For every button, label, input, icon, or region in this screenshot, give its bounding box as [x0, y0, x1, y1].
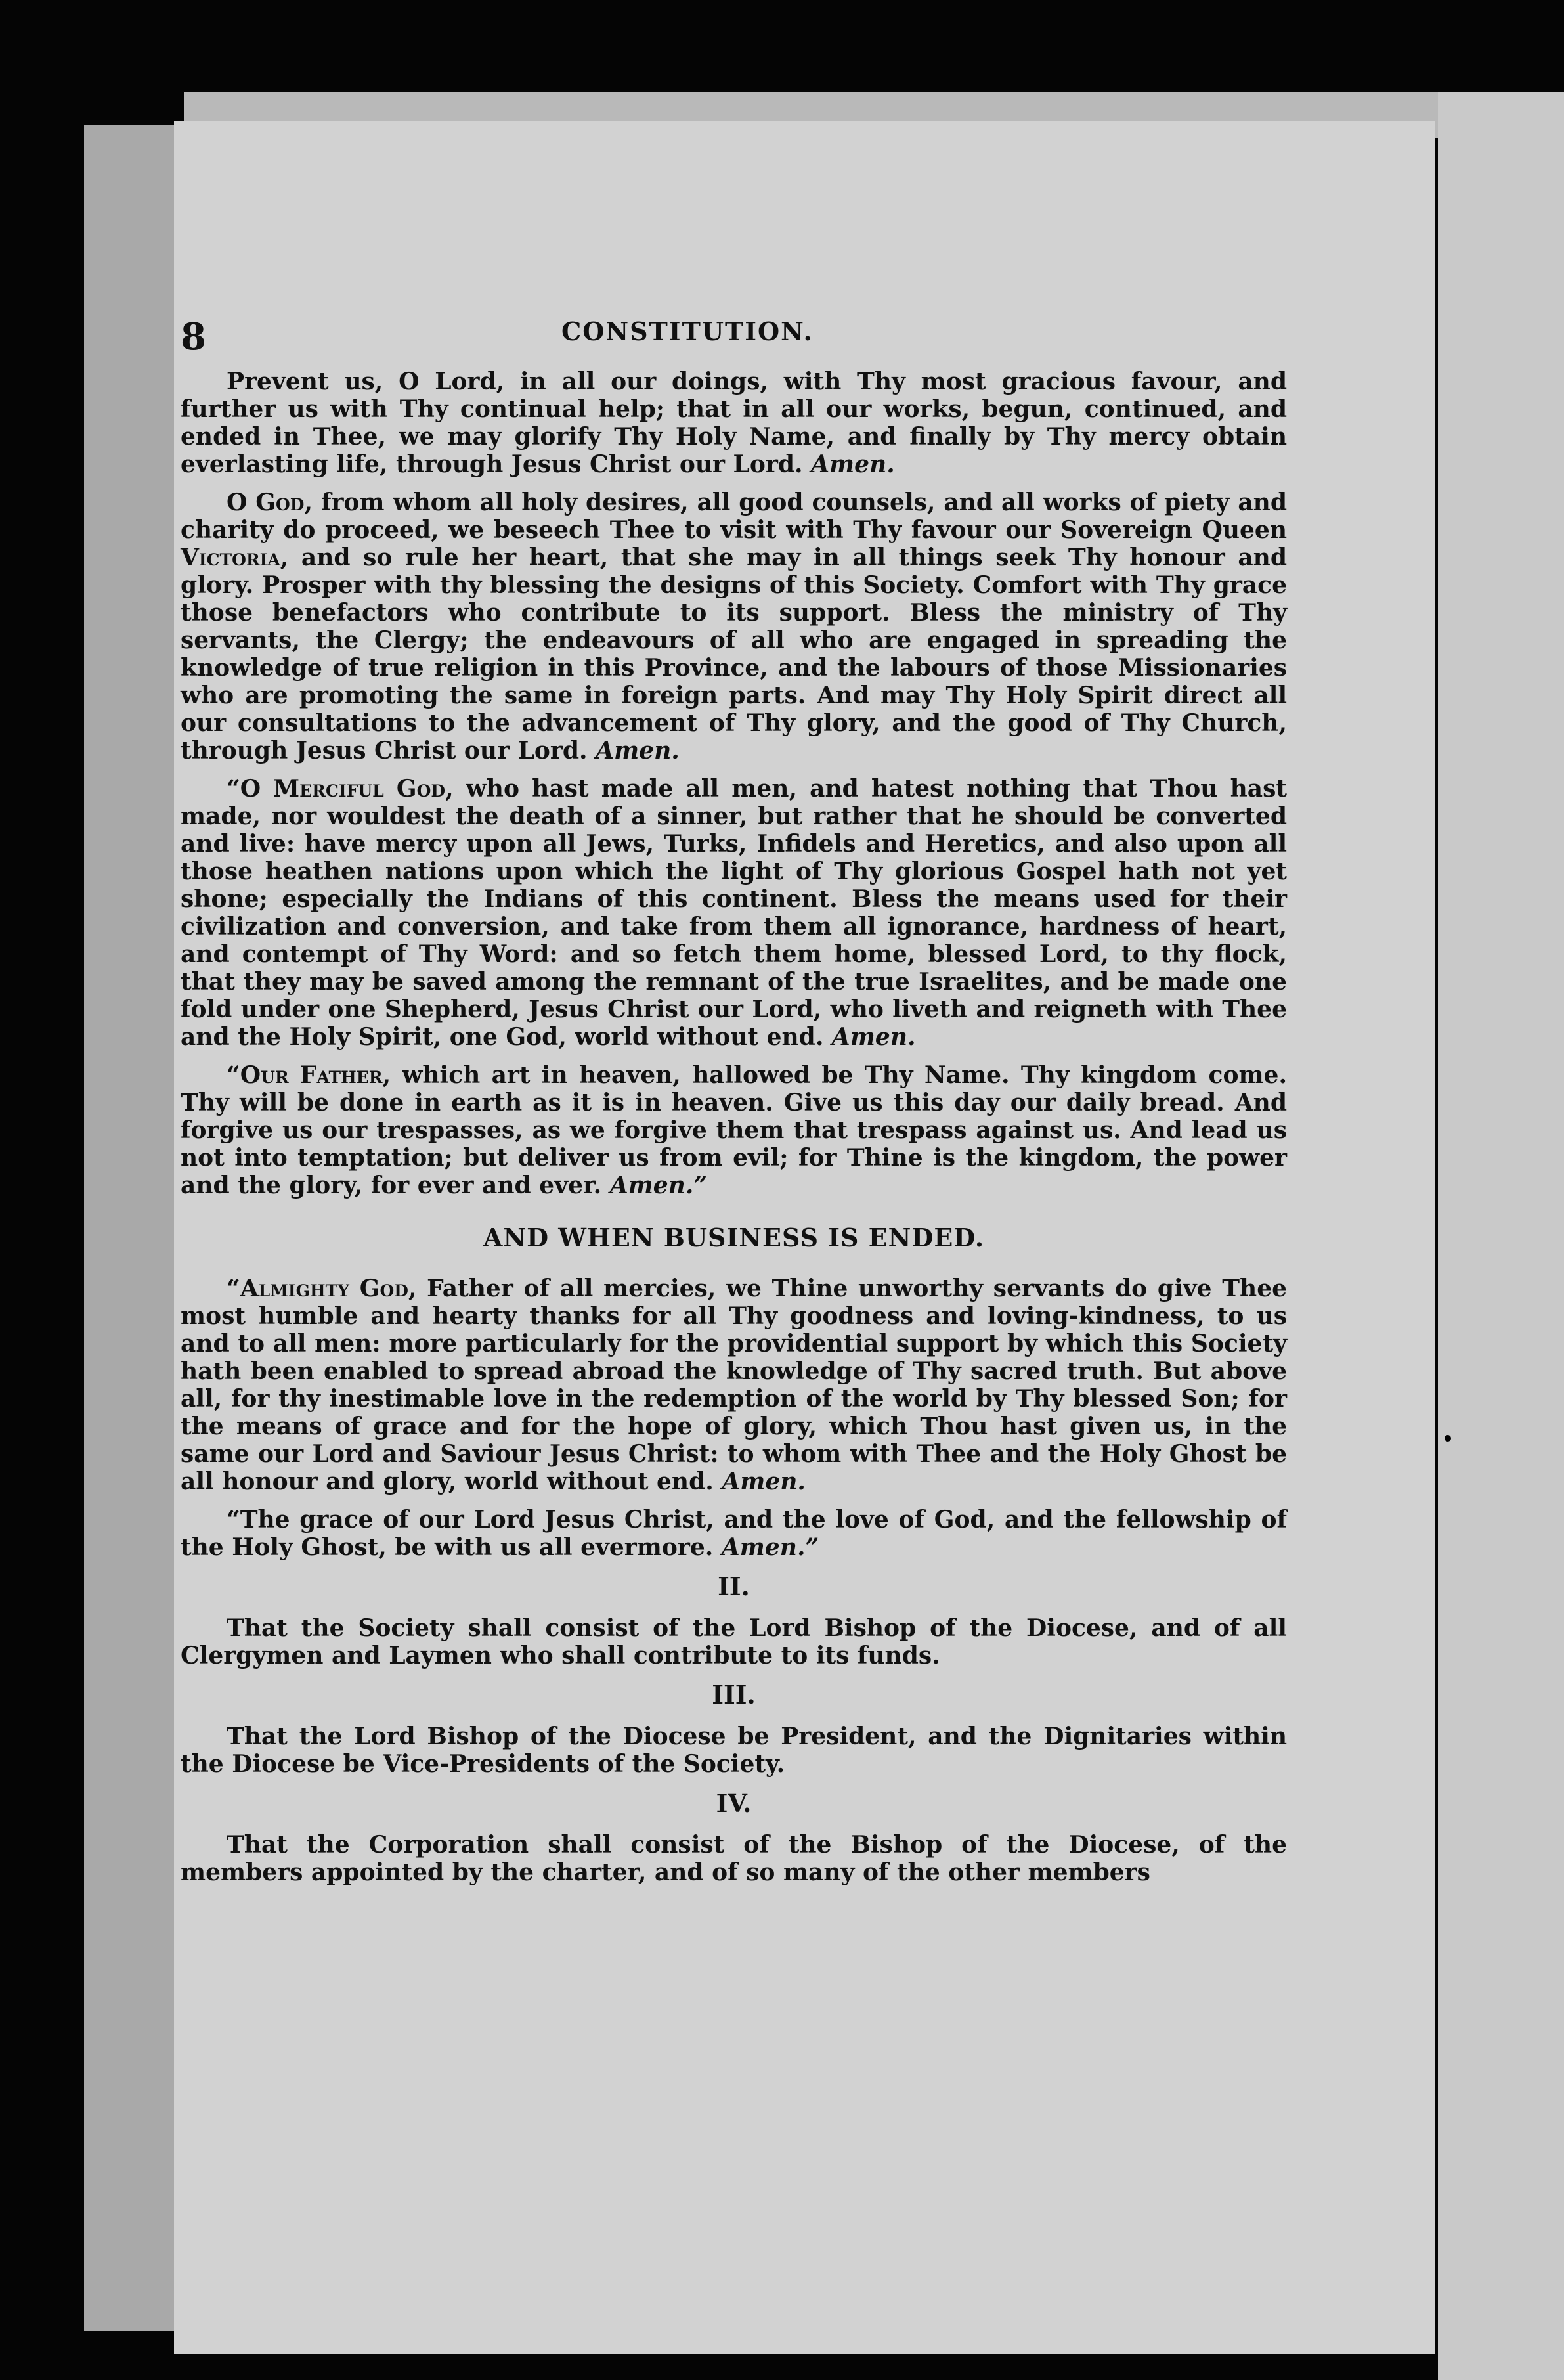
amen: Amen. — [596, 737, 680, 764]
amen: Amen. — [722, 1468, 806, 1495]
scan-left-edge — [84, 125, 189, 2331]
page-content — [181, 309, 1287, 1897]
article-number: II. — [718, 1572, 750, 1601]
prayer-text: , Father of all mercies, we Thine unworthy servants do give Thee most humble and hearty thanks for all Thy goodness and loving-kindness, to us and to all men: more particularly for the providential support by which this Society hath been enabled to spread abroad the knowledge of Thy sacred truth. But above all, for thy inestimable love in the redemption of the world by Thy blessed Son; for the means of grace and for the hope of glory, which Thou hast given us, in the same our Lord and Saviour Jesus Christ: to whom with Thee and the Holy Ghost be all honour and glory, world without end. — [181, 1275, 1287, 1495]
page-header — [181, 309, 1287, 368]
page-number: 8 — [181, 315, 206, 359]
prayer-the-grace — [181, 1506, 1287, 1561]
ink-speck — [1445, 1435, 1451, 1442]
prayer-o-merciful-god — [181, 775, 1287, 1051]
prayer-text: Prevent us, O Lord, in all our doings, with Thy most gracious favour, and further us with Thy continual help; that in all our works, begun, continued, and ended in Thee, we may glorify Thy Holy Name, and finally by Thy mercy obtain everlasting life, through Jesus Christ our Lord. — [181, 368, 1287, 478]
prayer-almighty-god — [181, 1275, 1287, 1495]
adjacent-page — [1438, 92, 1564, 2380]
queen-name: Victoria — [181, 544, 280, 571]
quote-mark: “ — [227, 1275, 240, 1302]
article-text: That the Corporation shall consist of the Bishop of the Diocese, of the members appointed by the charter, and of so many of the other members — [181, 1831, 1287, 1886]
prayer-text: , which art in heaven, hallowed be Thy Name. Thy kingdom come. Thy will be done in earth as it is in heaven. Give us this day our daily bread. And forgive us our trespasses, as we forgive them that trespass against us. And lead us not into temptation; but deliver us from evil; for Thine is the kingdom, the power and the glory, for ever and ever. — [181, 1061, 1287, 1199]
quote-mark: “ — [227, 775, 240, 803]
prayer-text: , from whom all holy desires, all good counsels, and all works of piety and charity do proceed, we beseech Thee to visit with Thy favour our Sovereign Queen — [181, 489, 1287, 544]
prayer-o-god — [181, 489, 1287, 764]
prayer-prevent-us — [181, 368, 1287, 478]
prayer-opening: Almighty God — [240, 1275, 408, 1302]
prayer-opening: Our Father — [240, 1061, 383, 1089]
amen: Amen. — [831, 1023, 916, 1051]
prayer-text: “The grace of our Lord Jesus Christ, and the love of God, and the fellowship of the Holy Ghost, be with us all evermore. — [181, 1506, 1287, 1561]
amen: Amen.” — [721, 1533, 819, 1561]
running-title: CONSTITUTION. — [561, 317, 814, 346]
prayer-opening: O Merciful God — [240, 775, 446, 803]
prayer-our-father — [181, 1061, 1287, 1199]
article-text: That the Lord Bishop of the Diocese be President, and the Dignitaries within the Diocese be Vice-Presidents of the Society. — [181, 1723, 1287, 1778]
prayer-opening: O God — [227, 489, 305, 516]
article-text: That the Society shall consist of the Lord Bishop of the Diocese, and of all Clergymen and Laymen who shall contribute to its funds. — [181, 1614, 1287, 1669]
amen: Amen.” — [609, 1172, 708, 1199]
quote-mark: “ — [227, 1061, 240, 1089]
article-number: IV. — [716, 1788, 752, 1818]
prayer-text-continued: , and so rule her heart, that she may in all things seek Thy honour and glory. Prosper with thy blessing the designs of this Society. Comfort with Thy grace those benefactors who contribute to its support. Bless the ministry of Thy servants, the Clergy; the endeavours of all who are engaged in spreading the knowledge of true religion in this Province, and the labours of those Missionaries who are promoting the same in foreign parts. And may Thy Holy Spirit direct all our consultations to the advancement of Thy glory, and the good of Thy Church, through Jesus Christ our Lord. — [181, 544, 1287, 764]
amen: Amen. — [811, 451, 895, 478]
section-heading: AND WHEN BUSINESS IS ENDED. — [483, 1223, 985, 1252]
article-number: III. — [712, 1680, 756, 1709]
prayer-text: , who hast made all men, and hatest nothing that Thou hast made, nor wouldest the death of a sinner, but rather that he should be converted and live: have mercy upon all Jews, Turks, Infidels and Heretics, and also upon all those heathen nations upon which the light of Thy glorious Gospel hath not yet shone; especially the Indians of this continent. Bless the means used for their civilization and conversion, and take from them all ignorance, hardness of heart, and contempt of Thy Word: and so fetch them home, blessed Lord, to thy flock, that they may be saved among the remnant of the true Israelites, and be made one fold under one Shepherd, Jesus Christ our Lord, who liveth and reigneth with Thee and the Holy Spirit, one God, world without end. — [181, 775, 1288, 1051]
